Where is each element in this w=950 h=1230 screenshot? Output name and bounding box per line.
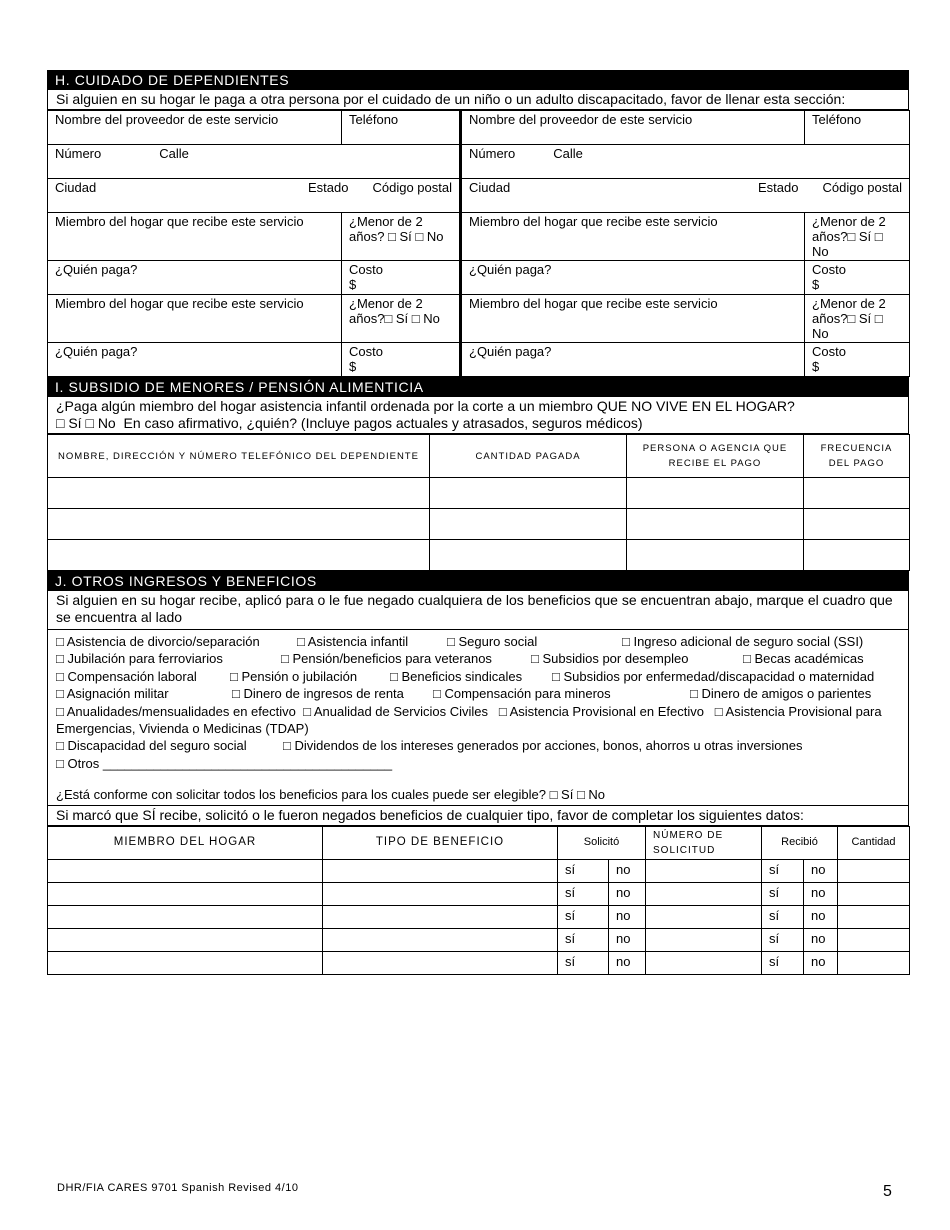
section-h-header: H. CUIDADO DE DEPENDIENTES <box>47 70 909 90</box>
benefit-checkbox-workers-comp[interactable]: □ Compensación laboral <box>56 668 197 684</box>
table-row <box>48 905 910 928</box>
dependent-care-table <box>47 110 910 377</box>
who-pays-field-4[interactable]: ¿Quién paga? <box>461 343 805 377</box>
payee-cell[interactable] <box>627 478 804 509</box>
dependent-info-cell[interactable] <box>48 509 430 540</box>
amount-paid-cell[interactable] <box>430 478 627 509</box>
under-2-yes-checkbox[interactable]: □ Sí <box>388 229 412 244</box>
benefit-checkbox-rental-income[interactable]: □ Dinero de ingresos de renta <box>232 686 404 702</box>
frequency-cell[interactable] <box>804 540 910 571</box>
amount-paid-cell[interactable] <box>430 540 627 571</box>
benefit-checkbox-dividends[interactable]: □ Dividendos de los intereses generados por acciones, bonos, ahorros u otras inversiones <box>283 738 803 754</box>
table-row <box>48 859 910 882</box>
benefit-checkbox-tdap[interactable]: □ Asistencia Provisional para Emergencias, Vivienda o Medicinas (TDAP) <box>56 703 882 737</box>
received-yes-cell[interactable]: sí <box>762 928 804 951</box>
received-yes-cell[interactable]: sí <box>762 859 804 882</box>
amount-paid-cell[interactable] <box>430 509 627 540</box>
dependent-info-cell[interactable] <box>48 540 430 571</box>
table-row <box>48 478 910 509</box>
under-2-field-3[interactable]: ¿Menor de 2 años?□ Sí □ No <box>342 295 461 343</box>
col-applied: Solicitó <box>558 826 646 859</box>
agree-yes-checkbox[interactable]: □ Sí <box>549 787 574 803</box>
benefit-checkbox-scholarships[interactable]: □ Becas académicas <box>743 651 864 667</box>
col-dependent-info: NOMBRE, DIRECCIÓN Y NÚMERO TELEFÓNICO DEL DEPENDIENTE <box>48 435 430 478</box>
benefit-checkbox-disability[interactable]: □ Subsidios por enfermedad/discapacidad o maternidad <box>552 668 875 684</box>
col-received: Recibió <box>762 826 838 859</box>
col-benefit-type: TIPO DE BENEFICIO <box>323 826 558 859</box>
provider-name-field-2[interactable]: Nombre del proveedor de este servicio <box>461 111 805 145</box>
under-2-no-checkbox[interactable]: □ No <box>415 229 444 244</box>
section-j-header: J. OTROS INGRESOS Y BENEFICIOS <box>47 571 909 591</box>
cost-field-2[interactable]: Costo $ <box>805 261 910 295</box>
benefit-checkbox-pension[interactable]: □ Pensión o jubilación <box>230 668 358 684</box>
benefit-checkbox-child-support[interactable]: □ Asistencia infantil <box>297 634 409 649</box>
address-number-street-field-1[interactable]: Número Calle <box>48 145 461 179</box>
section-j-intro: Si alguien en su hogar recibe, aplicó para o le fue negado cualquiera de los beneficios que se encuentran abajo, marque el cuadro que se encuentra al lado <box>47 591 909 630</box>
amount-cell[interactable] <box>838 859 910 882</box>
page-number: 5 <box>883 1183 892 1200</box>
section-h-intro: Si alguien en su hogar le paga a otra persona por el cuidado de un niño o un adulto discapacitado, favor de llenar esta sección: <box>47 90 909 110</box>
frequency-cell[interactable] <box>804 478 910 509</box>
benefit-checkbox-union[interactable]: □ Beneficios sindicales <box>390 668 523 684</box>
form-id: DHR/FIA CARES 9701 Spanish Revised 4/10 <box>57 1182 299 1194</box>
applied-no-cell[interactable]: no <box>609 882 646 905</box>
benefit-checkbox-other[interactable]: □ Otros ________________________________________ <box>56 755 393 771</box>
benefit-checkbox-military[interactable]: □ Asignación militar <box>56 686 169 702</box>
cost-field-3[interactable]: Costo $ <box>342 343 461 377</box>
member-cell[interactable] <box>48 882 323 905</box>
amount-cell[interactable] <box>838 882 910 905</box>
benefit-checkbox-unemployment[interactable]: □ Subsidios por desempleo <box>531 651 689 667</box>
applied-yes-cell[interactable]: sí <box>558 905 609 928</box>
applied-no-cell[interactable]: no <box>609 859 646 882</box>
payee-cell[interactable] <box>627 509 804 540</box>
under-2-no-checkbox[interactable]: □ No <box>812 229 883 259</box>
who-pays-field-2[interactable]: ¿Quién paga? <box>461 261 805 295</box>
application-number-cell[interactable] <box>646 882 762 905</box>
benefit-type-cell[interactable] <box>323 905 558 928</box>
benefits-checklist <box>47 630 909 806</box>
benefit-type-cell[interactable] <box>323 859 558 882</box>
frequency-cell[interactable] <box>804 509 910 540</box>
amount-cell[interactable] <box>838 951 910 974</box>
benefit-checkbox-civil-service[interactable]: □ Anualidad de Servicios Civiles <box>303 703 488 719</box>
table-row <box>48 882 910 905</box>
member-served-field-2[interactable]: Miembro del hogar que recibe este servicio <box>461 213 805 261</box>
member-cell[interactable] <box>48 905 323 928</box>
table-row <box>48 509 910 540</box>
applied-yes-cell[interactable]: sí <box>558 859 609 882</box>
member-served-field-1[interactable]: Miembro del hogar que recibe este servicio <box>48 213 342 261</box>
benefit-type-cell[interactable] <box>323 882 558 905</box>
benefit-checkbox-social-security[interactable]: □ Seguro social <box>447 634 538 649</box>
benefit-checkbox-annuities[interactable]: □ Anualidades/mensualidades en efectivo <box>56 703 296 719</box>
cost-field-1[interactable]: Costo $ <box>342 261 461 295</box>
under-2-yes-checkbox[interactable]: □ Sí <box>847 311 872 326</box>
received-yes-cell[interactable]: sí <box>762 882 804 905</box>
application-number-cell[interactable] <box>646 905 762 928</box>
benefit-checkbox-ssi[interactable]: □ Ingreso adicional de seguro social (SSI) <box>622 634 864 649</box>
received-no-cell[interactable]: no <box>804 882 838 905</box>
member-served-field-3[interactable]: Miembro del hogar que recibe este servicio <box>48 295 342 343</box>
form-page <box>47 70 909 975</box>
benefit-checkbox-veterans[interactable]: □ Pensión/beneficios para veteranos <box>281 651 492 667</box>
section-j-complete-prompt: Si marcó que SÍ recibe, solicitó o le fueron negados beneficios de cualquier tipo, favor de completar los siguientes datos: <box>47 806 909 826</box>
address-number-street-field-2[interactable]: Número Calle <box>461 145 910 179</box>
agree-question: ¿Está conforme con solicitar todos los beneficios para los cuales puede ser elegible? <box>56 787 546 803</box>
member-cell[interactable] <box>48 859 323 882</box>
agree-no-checkbox[interactable]: □ No <box>576 787 606 803</box>
child-support-yes-checkbox[interactable]: □ Sí <box>56 415 82 431</box>
table-row <box>48 540 910 571</box>
table-row <box>48 928 910 951</box>
received-no-cell[interactable]: no <box>804 859 838 882</box>
city-state-zip-field-2[interactable]: Ciudad Estado Código postal <box>461 179 910 213</box>
received-no-cell[interactable]: no <box>804 951 838 974</box>
member-served-field-4[interactable]: Miembro del hogar que recibe este servicio <box>461 295 805 343</box>
provider-phone-field-1[interactable]: Teléfono <box>342 111 461 145</box>
col-amount: Cantidad <box>838 826 910 859</box>
cost-field-4[interactable]: Costo $ <box>805 343 910 377</box>
under-2-yes-checkbox[interactable]: □ Sí <box>847 229 872 244</box>
received-yes-cell[interactable]: sí <box>762 905 804 928</box>
application-number-cell[interactable] <box>646 951 762 974</box>
under-2-no-checkbox[interactable]: □ No <box>812 311 883 341</box>
section-i-header: I. SUBSIDIO DE MENORES / PENSIÓN ALIMENTICIA <box>47 377 909 397</box>
benefit-type-cell[interactable] <box>323 928 558 951</box>
under-2-no-checkbox[interactable]: □ No <box>411 311 440 326</box>
section-i-question: ¿Paga algún miembro del hogar asistencia infantil ordenada por la corte a un miembro QUE NO VIVE EN EL HOGAR? □ Sí □ No En caso afirmativo, ¿quién? (Incluye pagos actuales y atrasados, seguros médicos) <box>47 397 909 434</box>
under-2-field-2[interactable]: ¿Menor de 2 años?□ Sí □ No <box>805 213 910 261</box>
amount-cell[interactable] <box>838 905 910 928</box>
col-amount-paid: CANTIDAD PAGADA <box>430 435 627 478</box>
child-support-no-checkbox[interactable]: □ No <box>85 415 116 431</box>
benefit-checkbox-friends-relatives[interactable]: □ Dinero de amigos o parientes <box>690 686 872 702</box>
benefit-checkbox-miners[interactable]: □ Compensación para mineros <box>433 686 611 702</box>
received-yes-cell[interactable]: sí <box>762 951 804 974</box>
member-cell[interactable] <box>48 928 323 951</box>
received-no-cell[interactable]: no <box>804 928 838 951</box>
payee-cell[interactable] <box>627 540 804 571</box>
who-pays-field-3[interactable]: ¿Quién paga? <box>48 343 342 377</box>
under-2-field-1[interactable]: ¿Menor de 2 años? □ Sí □ No <box>342 213 461 261</box>
benefit-type-cell[interactable] <box>323 951 558 974</box>
applied-no-cell[interactable]: no <box>609 928 646 951</box>
applied-yes-cell[interactable]: sí <box>558 951 609 974</box>
applied-yes-cell[interactable]: sí <box>558 882 609 905</box>
application-number-cell[interactable] <box>646 859 762 882</box>
dependent-info-cell[interactable] <box>48 478 430 509</box>
benefit-checkbox-divorce[interactable]: □ Asistencia de divorcio/separación <box>56 634 260 649</box>
benefit-checkbox-tca[interactable]: □ Asistencia Provisional en Efectivo <box>498 703 704 719</box>
applied-yes-cell[interactable]: sí <box>558 928 609 951</box>
received-no-cell[interactable]: no <box>804 905 838 928</box>
col-frequency: FRECUENCIA DEL PAGO <box>804 435 910 478</box>
applied-no-cell[interactable]: no <box>609 905 646 928</box>
under-2-yes-checkbox[interactable]: □ Sí <box>384 311 409 326</box>
city-state-zip-field-1[interactable]: Ciudad Estado Código postal <box>48 179 461 213</box>
benefit-checkbox-railroad[interactable]: □ Jubilación para ferroviarios <box>56 651 223 667</box>
benefits-details-table <box>47 826 910 975</box>
child-support-table <box>47 434 910 571</box>
applied-no-cell[interactable]: no <box>609 951 646 974</box>
member-cell[interactable] <box>48 951 323 974</box>
benefit-checkbox-ssdi[interactable]: □ Discapacidad del seguro social <box>56 738 247 754</box>
provider-phone-field-2[interactable]: Teléfono <box>805 111 910 145</box>
col-household-member: MIEMBRO DEL HOGAR <box>48 826 323 859</box>
who-pays-field-1[interactable]: ¿Quién paga? <box>48 261 342 295</box>
col-payee: PERSONA O AGENCIA QUE RECIBE EL PAGO <box>627 435 804 478</box>
provider-name-field-1[interactable]: Nombre del proveedor de este servicio <box>48 111 342 145</box>
application-number-cell[interactable] <box>646 928 762 951</box>
amount-cell[interactable] <box>838 928 910 951</box>
table-row <box>48 951 910 974</box>
col-application-number: NÚMERO DE SOLICITUD <box>646 826 762 859</box>
under-2-field-4[interactable]: ¿Menor de 2 años?□ Sí □ No <box>805 295 910 343</box>
